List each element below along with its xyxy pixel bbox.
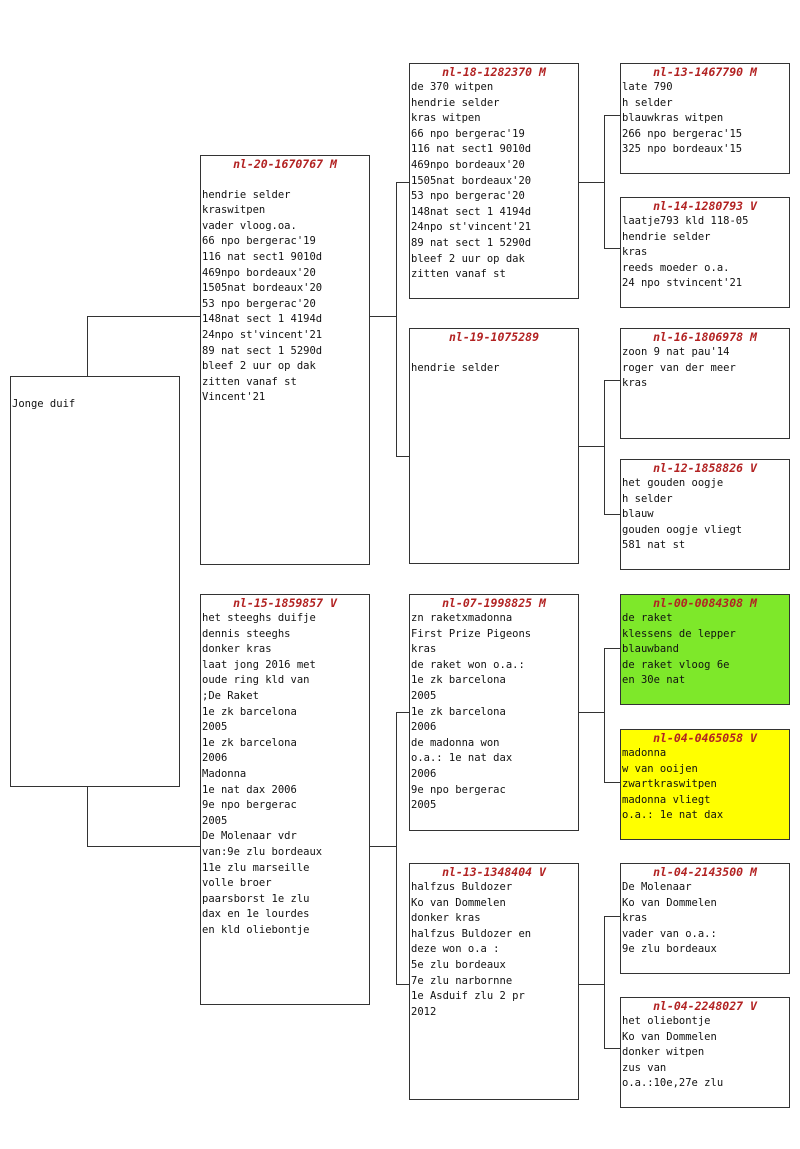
pedigree-line: laatje793 kld 118-05 xyxy=(622,215,749,227)
sds-ring: nl-16-1806978 M xyxy=(653,330,757,344)
pedigree-line: w van ooijen xyxy=(622,762,698,775)
sss-ring: nl-13-1467790 M xyxy=(653,65,757,79)
subject-box xyxy=(10,376,180,787)
sdd-box xyxy=(620,459,790,570)
subject-label: Jonge duif xyxy=(12,398,76,410)
dam-lines xyxy=(201,611,369,938)
pedigree-line: 325 npo bordeaux'15 xyxy=(622,143,743,156)
pedigree-line: 11e zlu marseille xyxy=(202,861,310,874)
pedigree-line: h selder xyxy=(622,492,673,505)
pedigree-line: 2006 xyxy=(411,767,437,780)
pedigree-line: 148nat sect 1 4194d xyxy=(202,313,323,326)
pedigree-line: de 370 witpen xyxy=(411,81,494,93)
pedigree-line: de madonna won xyxy=(411,736,500,749)
dam-box xyxy=(200,594,370,1005)
pedigree-line: 116 nat sect1 9010d xyxy=(202,250,323,263)
pedigree-line: zitten vanaf st xyxy=(202,375,297,388)
dds-ring: nl-04-2143500 M xyxy=(653,865,757,879)
dam-dam-box xyxy=(409,863,579,1100)
sss-box xyxy=(620,63,790,174)
pedigree-line: kras xyxy=(622,377,648,390)
pedigree-line: het gouden oogje xyxy=(622,477,724,489)
pedigree-line: volle broer xyxy=(202,877,272,890)
pedigree-line: 469npo bordeaux'20 xyxy=(202,266,316,279)
pedigree-line: blauw xyxy=(622,508,654,521)
pedigree-line: en 30e nat xyxy=(622,674,686,687)
pedigree-line: halfzus Buldozer xyxy=(411,881,513,893)
pedigree-line: bleef 2 uur op dak xyxy=(411,252,525,265)
pedigree-line: Ko van Dommelen xyxy=(411,896,506,909)
sire-box xyxy=(200,155,370,565)
sds-lines xyxy=(621,345,789,392)
pedigree-line: 1505nat bordeaux'20 xyxy=(411,174,532,187)
ssd-box xyxy=(620,197,790,308)
pedigree-line: Madonna xyxy=(202,767,247,780)
dam-sire-lines xyxy=(410,611,578,814)
pedigree-line: 66 npo bergerac'19 xyxy=(411,127,525,140)
pedigree-line: 469npo bordeaux'20 xyxy=(411,158,525,171)
pedigree-line: zoon 9 nat pau'14 xyxy=(622,346,730,358)
sire-dam-ring: nl-19-1075289 xyxy=(448,330,539,344)
pedigree-line: 53 npo bergerac'20 xyxy=(411,190,525,203)
pedigree-line: 2012 xyxy=(411,1005,437,1018)
dam-sire-ring: nl-07-1998825 M xyxy=(442,596,546,610)
dam-ring: nl-15-1859857 V xyxy=(233,596,337,610)
pedigree-line: 2005 xyxy=(202,814,228,827)
ddd-lines xyxy=(621,1014,789,1092)
pedigree-line: donker kras xyxy=(411,912,481,925)
pedigree-line: donker kras xyxy=(202,643,272,656)
pedigree-line: het oliebontje xyxy=(622,1015,711,1027)
pedigree-line: oude ring kld van xyxy=(202,674,310,687)
pedigree-line: 2006 xyxy=(202,752,228,765)
pedigree-line: 89 nat sect 1 5290d xyxy=(202,344,323,357)
sss-lines xyxy=(621,80,789,158)
pedigree-line: 1e zk barcelona xyxy=(411,674,506,687)
pedigree-line: 9e npo bergerac xyxy=(202,799,297,812)
ddd-box xyxy=(620,997,790,1108)
pedigree-line: kras xyxy=(622,912,648,925)
pedigree-line: hendrie selder xyxy=(622,230,711,243)
pedigree-line: 24 npo stvincent'21 xyxy=(622,277,743,290)
pedigree-line: bleef 2 uur op dak xyxy=(202,360,316,373)
pedigree-line: 148nat sect 1 4194d xyxy=(411,205,532,218)
dam-dam-ring: nl-13-1348404 V xyxy=(442,865,546,879)
pedigree-line xyxy=(411,345,578,361)
dss-box xyxy=(620,594,790,705)
pedigree-line: Ko van Dommelen xyxy=(622,896,717,909)
pedigree-line: kras xyxy=(411,643,437,656)
dsd-ring: nl-04-0465058 V xyxy=(653,731,757,745)
pedigree-line: vader vloog.oa. xyxy=(202,219,297,232)
pedigree-line xyxy=(202,172,369,188)
pedigree-line: 581 nat st xyxy=(622,539,686,552)
sire-lines xyxy=(201,172,369,406)
pedigree-line: 1e zk barcelona xyxy=(202,736,297,749)
dds-lines xyxy=(621,880,789,958)
pedigree-line: De Molenaar vdr xyxy=(202,830,297,843)
pedigree-line: 5e zlu bordeaux xyxy=(411,958,506,971)
pedigree-line: 7e zlu narbornne xyxy=(411,974,513,987)
sds-box xyxy=(620,328,790,439)
pedigree-line: h selder xyxy=(622,96,673,109)
pedigree-line: blauwkras witpen xyxy=(622,112,724,125)
sire-sire-lines xyxy=(410,80,578,283)
pedigree-line: 66 npo bergerac'19 xyxy=(202,235,316,248)
sdd-ring: nl-12-1858826 V xyxy=(653,461,757,475)
pedigree-line: ;De Raket xyxy=(202,689,259,702)
ssd-lines xyxy=(621,214,789,292)
pedigree-line: 2006 xyxy=(411,721,437,734)
sire-ring: nl-20-1670767 M xyxy=(233,157,337,171)
pedigree-line: paarsborst 1e zlu xyxy=(202,892,310,905)
pedigree-line: o.a.:10e,27e zlu xyxy=(622,1077,724,1090)
pedigree-line: hendrie selder xyxy=(202,188,291,201)
pedigree-line: halfzus Buldozer en xyxy=(411,927,532,940)
ddd-ring: nl-04-2248027 V xyxy=(653,999,757,1013)
dss-lines xyxy=(621,611,789,689)
dds-box xyxy=(620,863,790,974)
dam-dam-lines xyxy=(410,880,578,1020)
pedigree-line: 1e Asduif zlu 2 pr xyxy=(411,990,525,1003)
pedigree-line: en kld oliebontje xyxy=(202,923,310,936)
dss-ring: nl-00-0084308 M xyxy=(653,596,757,610)
pedigree-line: dax en 1e lourdes xyxy=(202,908,310,921)
sdd-lines xyxy=(621,476,789,554)
pedigree-line: blauwband xyxy=(622,643,679,656)
pedigree-line: late 790 xyxy=(622,81,673,93)
pedigree-line: madonna xyxy=(622,747,667,759)
pedigree-line: hendrie selder xyxy=(411,96,500,109)
ssd-ring: nl-14-1280793 V xyxy=(653,199,757,213)
pedigree-line: 2005 xyxy=(411,799,437,812)
pedigree-line: 116 nat sect1 9010d xyxy=(411,143,532,156)
pedigree-line: madonna vliegt xyxy=(622,793,711,806)
pedigree-line: 266 npo bergerac'15 xyxy=(622,127,743,140)
pedigree-line: reeds moeder o.a. xyxy=(622,261,730,274)
pedigree-line: 1505nat bordeaux'20 xyxy=(202,282,323,295)
pedigree-line: 1e zk barcelona xyxy=(202,705,297,718)
pedigree-line: gouden oogje vliegt xyxy=(622,523,743,536)
pedigree-line: zus van xyxy=(622,1061,667,1074)
dam-sire-box xyxy=(409,594,579,831)
pedigree-line: van:9e zlu bordeaux xyxy=(202,845,323,858)
pedigree-line: 9e zlu bordeaux xyxy=(622,943,717,956)
dsd-lines xyxy=(621,746,789,824)
pedigree-line: 24npo st'vincent'21 xyxy=(411,221,532,234)
pedigree-line: kras witpen xyxy=(411,112,481,125)
pedigree-line: 9e npo bergerac xyxy=(411,783,506,796)
pedigree-line: de raket won o.a.: xyxy=(411,658,525,671)
dsd-box xyxy=(620,729,790,840)
pedigree-line: Ko van Dommelen xyxy=(622,1030,717,1043)
pedigree-line: dennis steeghs xyxy=(202,627,291,640)
pedigree-line: hendrie selder xyxy=(411,361,500,374)
pedigree-line: de raket xyxy=(622,612,673,624)
pedigree-line: 2005 xyxy=(202,721,228,734)
pedigree-line: vader van o.a.: xyxy=(622,927,717,940)
pedigree-line: First Prize Pigeons xyxy=(411,627,532,640)
pedigree-line: 1e zk barcelona xyxy=(411,705,506,718)
pedigree-line: o.a.: 1e nat dax xyxy=(411,752,513,765)
sire-sire-ring: nl-18-1282370 M xyxy=(442,65,546,79)
pedigree-line: deze won o.a : xyxy=(411,943,500,956)
pedigree-line: het steeghs duifje xyxy=(202,612,316,624)
pedigree-line: laat jong 2016 met xyxy=(202,658,316,671)
pedigree-line: zitten vanaf st xyxy=(411,268,506,281)
pedigree-line: 1e nat dax 2006 xyxy=(202,783,297,796)
pedigree-line: de raket vloog 6e xyxy=(622,658,730,671)
pedigree-line: De Molenaar xyxy=(622,881,692,893)
pedigree-line: 2005 xyxy=(411,689,437,702)
pedigree-line: 53 npo bergerac'20 xyxy=(202,297,316,310)
pedigree-line: 24npo st'vincent'21 xyxy=(202,328,323,341)
pedigree-line: zwartkraswitpen xyxy=(622,778,717,791)
sire-dam-lines xyxy=(410,345,578,376)
pedigree-line: kras xyxy=(622,246,648,259)
pedigree-line: Vincent'21 xyxy=(202,391,266,404)
pedigree-line: klessens de lepper xyxy=(622,627,736,640)
sire-sire-box xyxy=(409,63,579,299)
pedigree-line: 89 nat sect 1 5290d xyxy=(411,236,532,249)
pedigree-line: zn raketxmadonna xyxy=(411,612,513,624)
pedigree-line: o.a.: 1e nat dax xyxy=(622,809,724,822)
pedigree-line: kraswitpen xyxy=(202,204,266,217)
pedigree-line: roger van der meer xyxy=(622,361,736,374)
pedigree-line: donker witpen xyxy=(622,1046,705,1059)
sire-dam-box xyxy=(409,328,579,564)
